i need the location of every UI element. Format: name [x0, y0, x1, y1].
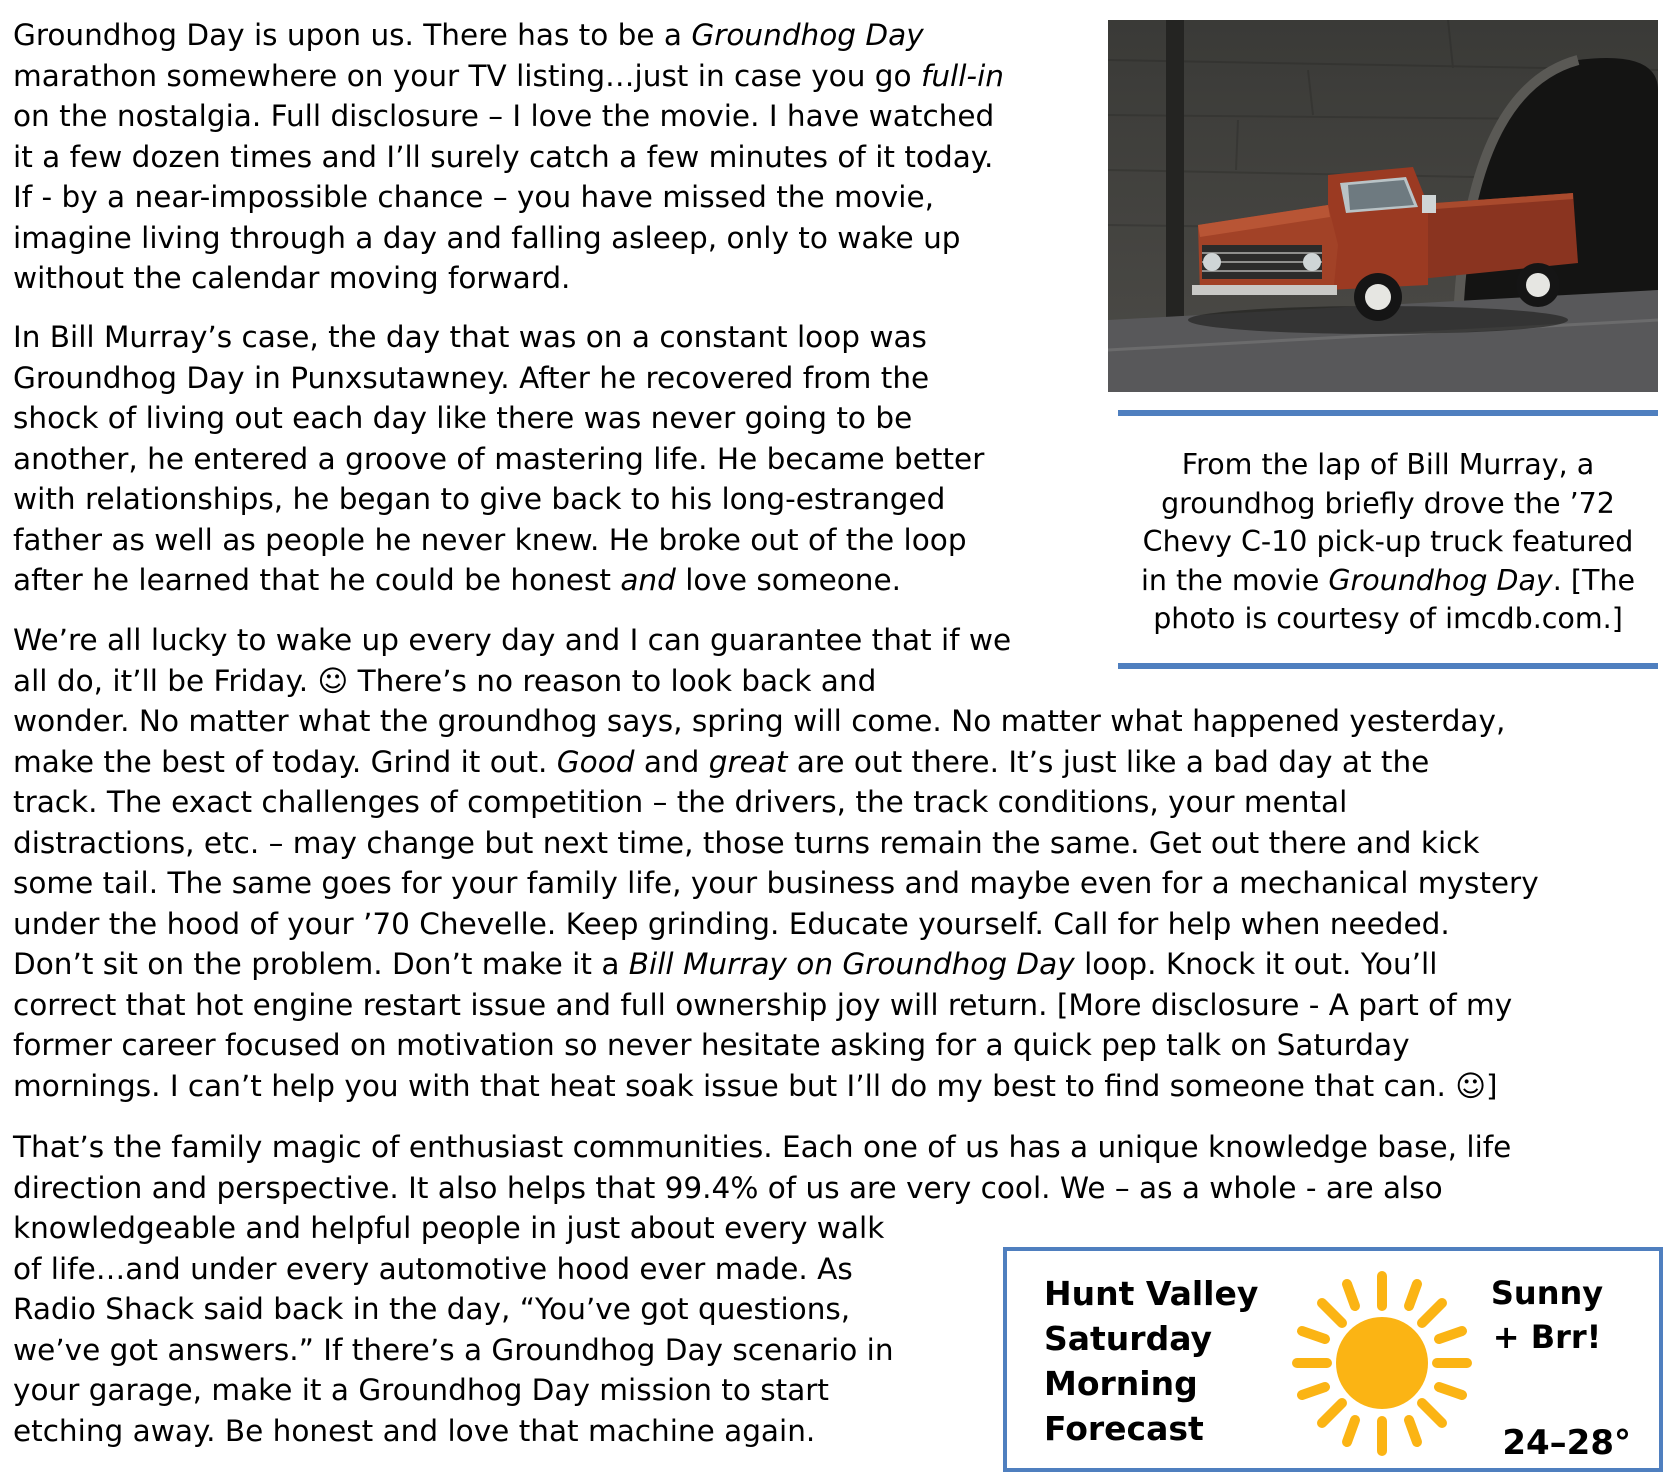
text-line: etching away. Be honest and love that machine again.	[13, 1413, 816, 1448]
sun-icon	[1287, 1266, 1477, 1461]
forecast-temperature: 24–28°	[1502, 1423, 1631, 1463]
text-run: make the best of today. Grind it out.	[13, 744, 557, 779]
text-line: under the hood of your ’70 Chevelle. Keep grinding. Educate yourself. Call for help when needed.	[13, 906, 1450, 941]
caption-bottom-rule	[1118, 663, 1658, 669]
text-line: your garage, make it a Groundhog Day mission to start	[13, 1373, 829, 1407]
text-line: with relationships, he began to give back to his long-estranged	[13, 482, 946, 516]
text-line: That’s the family magic of enthusiast communities. Each one of us has a unique knowledge base, life	[13, 1130, 1512, 1164]
text-run: Groundhog Day is upon us. There has to be a	[13, 18, 692, 52]
truck-photo-illustration	[1108, 20, 1658, 392]
article-paragraph-2	[13, 317, 984, 601]
caption-line: Chevy C-10 pick-up truck featured	[1142, 525, 1634, 558]
article-paragraph-3	[13, 620, 1539, 1106]
text-line	[13, 15, 1004, 56]
italic-text: full-in	[920, 58, 1004, 93]
text-line: we’ve got answers.” If there’s a Groundhog Day scenario in	[13, 1332, 894, 1367]
text-line: another, he entered a groove of mastering life. He became better	[13, 441, 985, 476]
text-line: Radio Shack said back in the day, “You’ve got questions,	[13, 1292, 851, 1326]
text-line: imagine living through a day and falling asleep, only to wake up	[13, 220, 961, 255]
text-line: without the calendar moving forward.	[13, 261, 571, 295]
forecast-location-line: Forecast	[1044, 1409, 1204, 1448]
text-line: Groundhog Day in Punxsutawney. After he recovered from the	[13, 360, 930, 395]
italic-text: Good	[556, 744, 635, 779]
text-line: In Bill Murray’s case, the day that was on a constant loop was	[13, 320, 927, 354]
text-run: loop. Knock it out. You’ll	[1074, 947, 1438, 981]
text-line: knowledgeable and helpful people in just about every walk	[13, 1211, 885, 1245]
photo-caption	[1118, 446, 1658, 639]
forecast-location-line: Morning	[1044, 1364, 1198, 1403]
text-line: father as well as people he never knew. He broke out of the loop	[13, 522, 967, 557]
article-paragraph-1	[13, 15, 1004, 299]
text-run: . [The	[1552, 563, 1636, 597]
text-line: former career focused on motivation so never hesitate asking for a quick pep talk on Saturday	[13, 1028, 1410, 1062]
italic-title: Bill Murray on Groundhog Day	[628, 947, 1075, 981]
forecast-location-line: Hunt Valley	[1044, 1274, 1259, 1313]
text-run: marathon somewhere on your TV listing…just in case you go	[13, 58, 921, 93]
caption-line: photo is courtesy of imcdb.com.]	[1153, 602, 1623, 635]
text-line: track. The exact challenges of competition – the drivers, the track conditions, your mental	[13, 785, 1348, 819]
text-run: in the movie	[1140, 563, 1329, 597]
text-line	[13, 56, 1004, 97]
text-line: mornings. I can’t help you with that heat soak issue but I’ll do my best to find someone that can. ☺]	[13, 1068, 1498, 1103]
italic-text: great	[708, 744, 788, 779]
forecast-condition-line: Sunny	[1490, 1274, 1604, 1312]
text-run: and	[634, 744, 709, 779]
forecast-condition-line: + Brr!	[1492, 1318, 1602, 1356]
text-line: direction and perspective. It also helps that 99.4% of us are very cool. We – as a whole - are also	[13, 1170, 1443, 1205]
forecast-location	[1044, 1271, 1258, 1451]
text-line: wonder. No matter what the groundhog says, spring will come. No matter what happened yesterday,	[13, 704, 1506, 738]
text-run: Don’t sit on the problem. Don’t make it a	[13, 947, 629, 981]
text-line: all do, it’ll be Friday. ☺ There’s no reason to look back and	[13, 663, 877, 698]
caption-top-rule	[1118, 410, 1658, 416]
text-run: love someone.	[675, 563, 901, 597]
italic-title: Groundhog Day	[1328, 563, 1553, 597]
text-run: after he learned that he could be honest	[13, 563, 621, 597]
text-line: shock of living out each day like there was never going to be	[13, 401, 913, 435]
text-line: We’re all lucky to wake up every day and I can guarantee that if we	[13, 623, 1012, 657]
text-line: of life…and under every automotive hood ever made. As	[13, 1251, 853, 1286]
text-line: If - by a near-impossible chance – you have missed the movie,	[13, 180, 934, 214]
text-line: some tail. The same goes for your family life, your business and maybe even for a mechanical mystery	[13, 866, 1539, 900]
italic-text: and	[620, 563, 676, 597]
text-line	[13, 944, 1539, 985]
text-run: are out there. It’s just like a bad day at the	[787, 744, 1430, 779]
text-line: distractions, etc. – may change but next time, those turns remain the same. Get out there and kick	[13, 825, 1480, 860]
text-line	[13, 742, 1539, 783]
italic-title: Groundhog Day	[691, 18, 924, 52]
caption-line: From the lap of Bill Murray, a	[1181, 448, 1595, 481]
truck-photo	[1108, 20, 1658, 392]
forecast-conditions	[1467, 1271, 1627, 1359]
text-line: on the nostalgia. Full disclosure – I love the movie. I have watched	[13, 99, 995, 133]
weather-forecast-box	[1003, 1247, 1663, 1472]
forecast-location-line: Saturday	[1044, 1319, 1212, 1358]
text-line: it a few dozen times and I’ll surely catch a few minutes of it today.	[13, 139, 994, 174]
text-line	[13, 560, 984, 601]
caption-line	[1118, 562, 1658, 601]
caption-line: groundhog briefly drove the ’72	[1161, 486, 1615, 520]
text-line: correct that hot engine restart issue and full ownership joy will return. [More disclosure - A part of my	[13, 987, 1513, 1022]
